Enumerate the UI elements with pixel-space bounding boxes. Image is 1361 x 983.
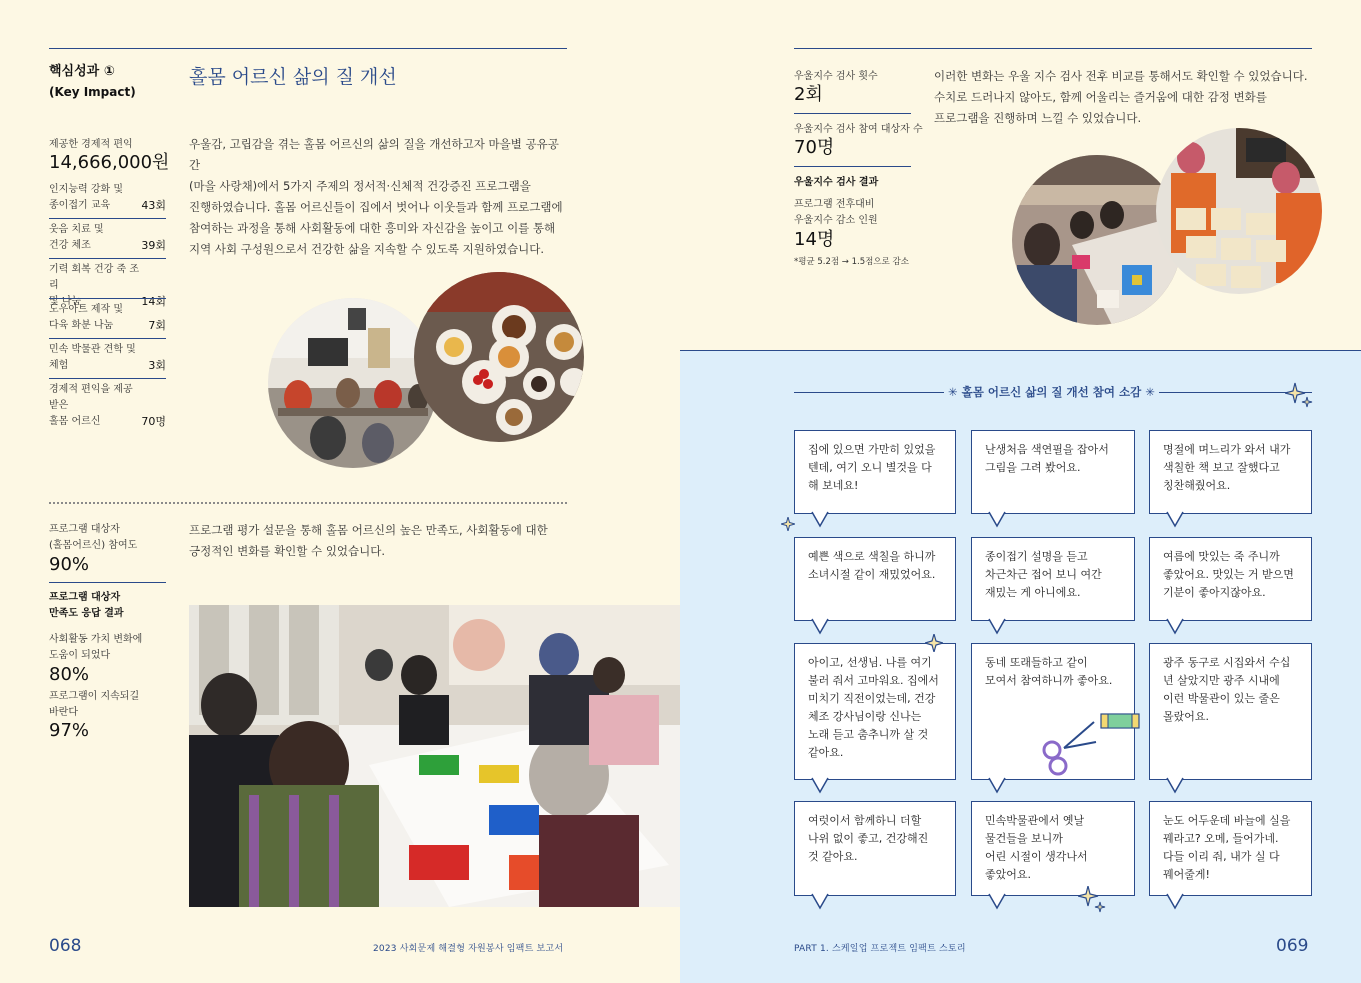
evaluation-paragraph: 프로그램 평가 설문을 통해 홀몸 어르신의 높은 만족도, 사회활동에 대한 긍정적인 변화를 확인할 수 있었습니다. <box>189 523 548 558</box>
participants-label: 우울지수 검사 참여 대상자 수 <box>794 124 923 135</box>
stat-divider <box>794 166 911 167</box>
participation-rule <box>49 582 166 583</box>
part-footer: PART 1. 스케일업 프로젝트 임팩트 스토리 <box>794 944 966 954</box>
top-rule <box>49 48 567 49</box>
testimonial-bubble: 난생처음 색연필을 잡아서 그림을 그려 봤어요. <box>971 430 1135 514</box>
testimonial-bubble: 여럿이서 함께하니 더할 나위 없이 좋고, 건강해진 것 같아요. <box>794 801 956 896</box>
stat-divider <box>49 298 166 299</box>
participation-label: 프로그램 대상자 (홀몸어르신) 참여도 <box>49 524 138 551</box>
page-number: 068 <box>49 936 82 956</box>
benefit-label: 제공한 경제적 편익 <box>49 139 133 150</box>
sparkle-icon <box>925 634 943 652</box>
stat-row: 기력 회복 건강 죽 조리 및 나눔 14회 <box>49 264 166 308</box>
food-table-photo <box>414 272 584 442</box>
benefit-value: 14,666,000원 <box>49 152 170 173</box>
testimonial-bubble: 민속박물관에서 옛날 물건들을 보니까 어린 시절이 생각나서 좋았어요. <box>971 801 1135 896</box>
survey-item-value: 97% <box>49 720 90 741</box>
testimonial-bubble: 여름에 맛있는 죽 주니까 좋았어요. 맛있는 거 받으면 기분이 좋아지잖아요. <box>1149 537 1312 621</box>
classroom-photo <box>268 298 438 468</box>
stat-row: 민속 박물관 견학 및 체험 3회 <box>49 344 166 372</box>
result-title: 우울지수 검사 결과 <box>794 177 879 188</box>
result-label: 프로그램 전후대비 우울지수 감소 인원 <box>794 199 878 226</box>
participants-value: 70명 <box>794 137 835 158</box>
testimonial-bubble: 아이고, 선생님. 나를 여기 불러 줘서 고마워요. 집에서 미치기 직전이었는데, 건강 체조 강사님이랑 신나는 노래 듣고 춤추니까 살 것 같아요. <box>794 643 956 780</box>
drawing-class-photo <box>1012 155 1182 325</box>
stat-row: 도우아트 제작 및 다육 화분 나눔 7회 <box>49 304 166 332</box>
stat-divider <box>49 378 166 379</box>
intro-paragraph: 우울감, 고립감을 겪는 홀몸 어르신의 삶의 질을 개선하고자 마을별 공유공간 (마을 사랑채)에서 5가지 주제의 정서적·신체적 건강증진 프로그램을 진행하였습니다. 홀몸 어르신들이 집에서 벗어나 이웃들과 함께 프로그램에 참여하는 과정을 통해 사회활동에 대한 흥미와 자신감을 높이고 이를 통해 지역 사회 구성원으로서 건강한 삶을 지속할 수 있도록 지원하였습니다. <box>189 137 563 256</box>
section-divider <box>49 502 567 504</box>
testimonial-bubble: 동네 또래들하고 같이 모여서 참여하니까 좋아요. <box>971 643 1135 780</box>
stat-row: 웃음 치료 및 건강 체조 39회 <box>49 224 166 252</box>
section-title: 홀몸 어르신 삶의 질 개선 <box>189 66 397 88</box>
stat-row: 경제적 편익을 제공받은 홀몸 어르신 70명 <box>49 384 166 428</box>
testimonial-bubble: 종이접기 설명을 듣고 차근차근 접어 보니 여간 재밌는 게 아니에요. <box>971 537 1135 621</box>
participation-value: 90% <box>49 554 90 575</box>
survey-title: 프로그램 대상자 만족도 응답 결과 <box>49 592 124 619</box>
top-rule <box>794 48 1312 49</box>
stat-row: 인지능력 강화 및 종이접기 교육 43회 <box>49 184 166 212</box>
result-note: *평균 5.2점 → 1.5점으로 감소 <box>794 257 909 267</box>
sparkle-icon <box>1285 381 1315 411</box>
sparkle-icon <box>1078 886 1108 916</box>
testimonial-bubble: 집에 있으면 가만히 있었을 텐데, 여기 오니 별것을 다 해 보네요! <box>794 430 956 514</box>
result-value: 14명 <box>794 229 835 250</box>
testimonial-bubble: 광주 동구로 시집와서 수십 년 살았지만 광주 시내에 이런 박물관이 있는 줄은 몰랐어요. <box>1149 643 1312 780</box>
testimonial-bubble: 예쁜 색으로 색칠을 하니까 소녀시절 같이 재밌었어요. <box>794 537 956 621</box>
count-value: 2회 <box>794 84 823 105</box>
survey-item-value: 80% <box>49 664 90 685</box>
testimonial-title: ✳ 홀몸 어르신 삶의 질 개선 참여 소감 ✳ <box>944 384 1159 400</box>
scissors-tape-icon <box>1038 710 1143 776</box>
craft-class-photo <box>189 605 680 907</box>
stat-divider <box>49 218 166 219</box>
stat-divider <box>794 113 911 114</box>
report-footer: 2023 사회문제 해결형 자원봉사 임팩트 보고서 <box>373 944 564 954</box>
change-paragraph: 이러한 변화는 우울 지수 검사 전후 비교를 통해서도 확인할 수 있었습니다. 수치로 드러나지 않아도, 함께 어울리는 즐거움에 대한 감정 변화를 프로그램을 진행하며 느낄 수 있었습니다. <box>934 69 1308 125</box>
testimonial-bubble: 눈도 어두운데 바늘에 실을 꿰라고? 오메, 들어가네. 다들 이리 줘, 내가 실 다 꿰어줄게! <box>1149 801 1312 896</box>
count-label: 우울지수 검사 횟수 <box>794 71 878 82</box>
testimonial-bubble: 명절에 며느리가 와서 내가 색칠한 책 보고 잘했다고 칭찬해줬어요. <box>1149 430 1312 514</box>
key-impact-title: 핵심성과 ① <box>49 64 115 79</box>
stat-divider <box>49 258 166 259</box>
sparkle-icon <box>781 516 795 530</box>
porridge-photo <box>1156 128 1322 294</box>
page-number: 069 <box>1276 936 1309 956</box>
survey-item-label: 사회활동 가치 변화에 도움이 되었다 <box>49 634 143 661</box>
survey-item-label: 프로그램이 지속되길 바란다 <box>49 691 140 718</box>
key-impact-subtitle: (Key Impact) <box>49 85 136 99</box>
stat-divider <box>49 338 166 339</box>
